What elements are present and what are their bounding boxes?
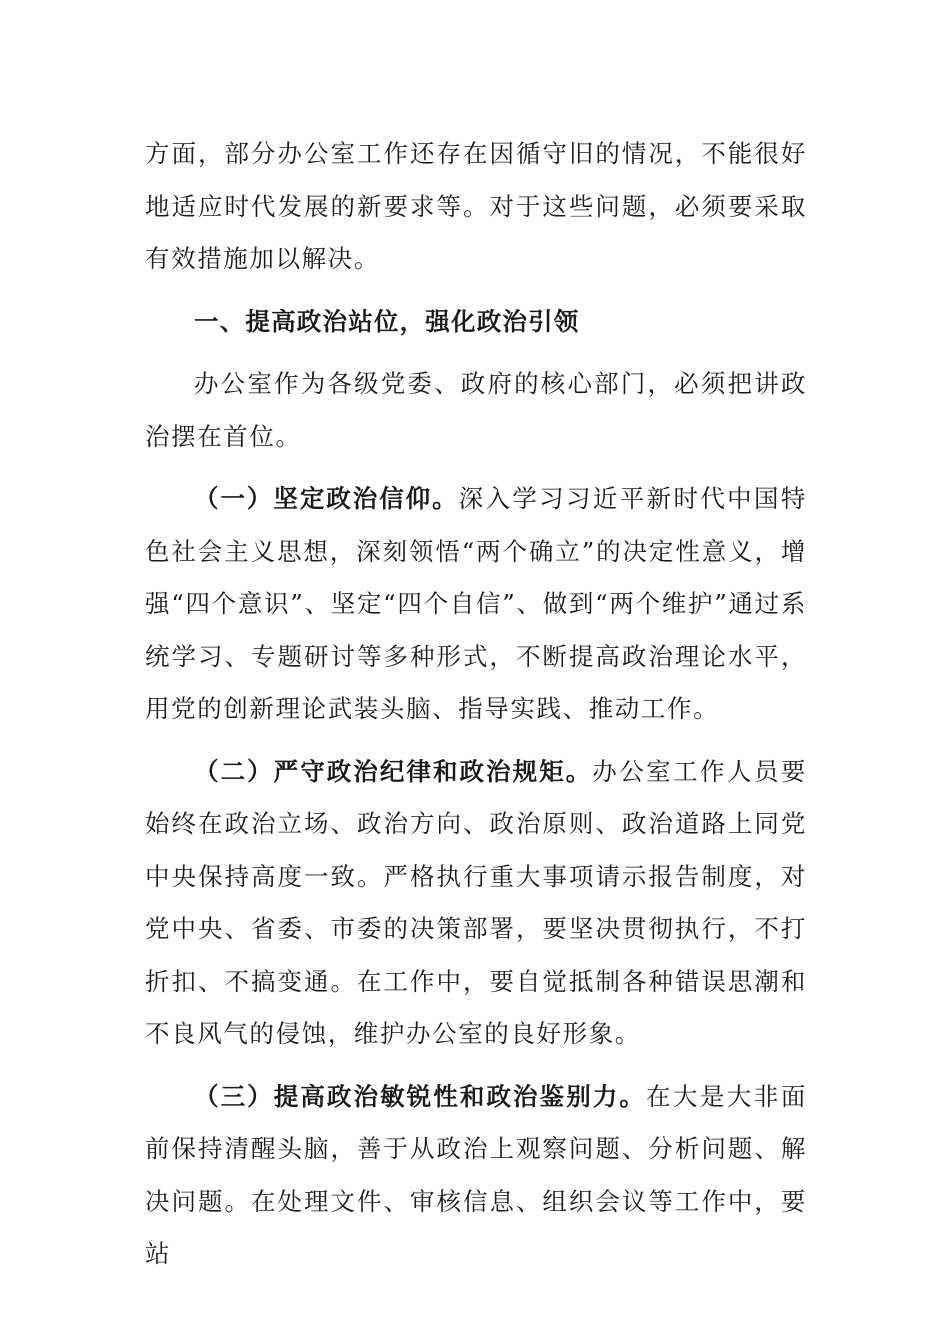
intro-continuation-text: 方面，部分办公室工作还存在因循守旧的情况，不能很好地适应时代发展的新要求等。对于这些问题，必须要采取有效措施加以解决。 [145,139,807,273]
item-three-lead: （三）提高政治敏锐性和政治鉴别力。 [194,1081,646,1111]
item-one-body: 深入学习习近平新时代中国特色社会主义思想，深刻领悟“两个确立”的决定性意义，增强“四个意识”、坚定“四个自信”、做到“两个维护”通过系统学习、专题研讨等多种形式，不断提高政治理论水平，用党的创新理论武装头脑、指导实践、推动工作。 [145,484,807,723]
intro-continuation-paragraph [145,128,807,286]
item-three-paragraph [145,1071,807,1281]
item-one-paragraph [145,473,807,736]
section-one-heading-text: 一、提高政治站位，强化政治引领 [194,306,580,336]
item-two-paragraph [145,746,807,1061]
section-one-intro-paragraph [145,358,807,463]
section-one-heading [145,296,807,349]
item-one-lead: （一）坚定政治信仰。 [194,484,459,513]
item-two-body: 办公室工作人员要始终在政治立场、政治方向、政治原则、政治道路上同党中央保持高度一致。严格执行重大事项请示报告制度，对党中央、省委、市委的决策部署，要坚决贯彻执行，不打折扣、不搞变通。在工作中，要自觉抵制各种错误思潮和不良风气的侵蚀，维护办公室的良好形象。 [145,756,807,1048]
section-one-intro-text: 办公室作为各级党委、政府的核心部门，必须把讲政治摆在首位。 [145,369,807,451]
document-body [145,128,807,1281]
item-three-body: 在大是大非面前保持清醒头脑，善于从政治上观察问题、分析问题、解决问题。在处理文件、审核信息、组织会议等工作中，要站 [145,1081,807,1268]
item-two-lead: （二）严守政治纪律和政治规矩。 [194,756,593,786]
